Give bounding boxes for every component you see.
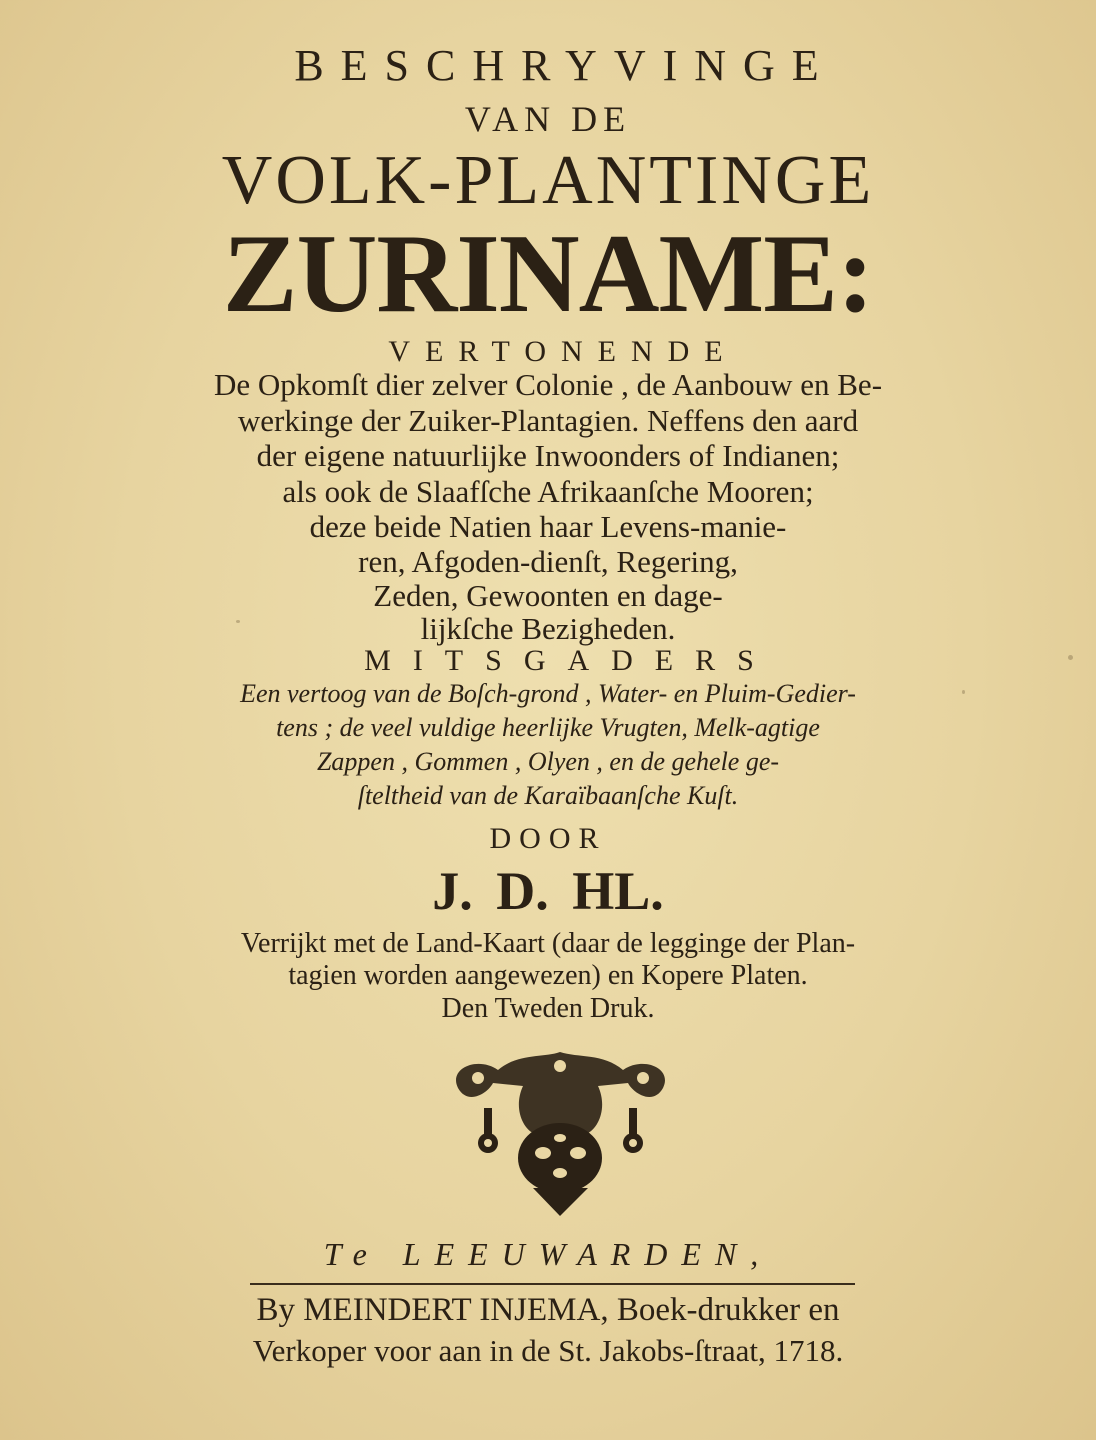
- author-door: DOOR: [489, 822, 607, 855]
- subtitle-line: De Opkomſt dier zelver Colonie , de Aanbouw en Be-: [213, 367, 883, 402]
- paper-speck: [962, 690, 965, 694]
- title-van-de: VAN DE: [464, 99, 632, 139]
- author-name: J. D. HL.: [432, 861, 664, 921]
- imprint-printer: By MEINDERT INJEMA, Boek-drukker en: [256, 1292, 840, 1328]
- details-line: Den Tweden Druk.: [441, 993, 655, 1024]
- addendum-line: Zappen , Gommen , Olyen , en de gehele ge-: [316, 747, 780, 776]
- addendum-line: tens ; de veel vuldige heerlijke Vrugten, Melk-agtige: [276, 713, 820, 742]
- subtitle-line: lijkſche Bezigheden.: [420, 611, 676, 646]
- details-line: Verrijkt met de Land-Kaart (daar de legginge der Plan-: [240, 928, 856, 959]
- addendum-line: Een vertoog van de Boſch-grond , Water- en Pluim-Gedier-: [240, 679, 856, 708]
- imprint-rule: [250, 1283, 855, 1285]
- details-line: tagien worden aangewezen) en Kopere Platen.: [288, 960, 808, 991]
- paper-speck: [1068, 655, 1073, 660]
- title-volk-plantinge: VOLK-PLANTINGE: [221, 142, 875, 219]
- imprint-place: Te LEEUWARDEN,: [323, 1236, 773, 1272]
- addendum-line: ſteltheid van de Karaïbaanſche Kuſt.: [357, 781, 739, 810]
- subtitle-heading: VERTONENDE: [388, 335, 738, 368]
- paper-speck: [236, 620, 240, 623]
- title-zuriname: ZURINAME:: [222, 212, 874, 336]
- subtitle-line: werkinge der Zuiker-Plantagien. Neffens den aard: [237, 403, 859, 438]
- printers-ornament: [448, 1048, 673, 1218]
- addendum-heading: MITSGADERS: [364, 644, 776, 677]
- imprint-address: Verkoper voor aan in de St. Jakobs-ſtraat, 1718.: [252, 1333, 844, 1368]
- subtitle-line: deze beide Natien haar Levens-manie-: [309, 509, 787, 544]
- title-beschryvinge: BESCHRYVINGE: [294, 41, 836, 90]
- subtitle-line: Zeden, Gewoonten en dage-: [373, 578, 723, 613]
- subtitle-line: ren, Afgoden-dienſt, Regering,: [358, 544, 738, 579]
- subtitle-line: der eigene natuurlijke Inwoonders of Indianen;: [256, 438, 840, 473]
- subtitle-line: als ook de Slaafſche Afrikaanſche Mooren;: [282, 474, 814, 509]
